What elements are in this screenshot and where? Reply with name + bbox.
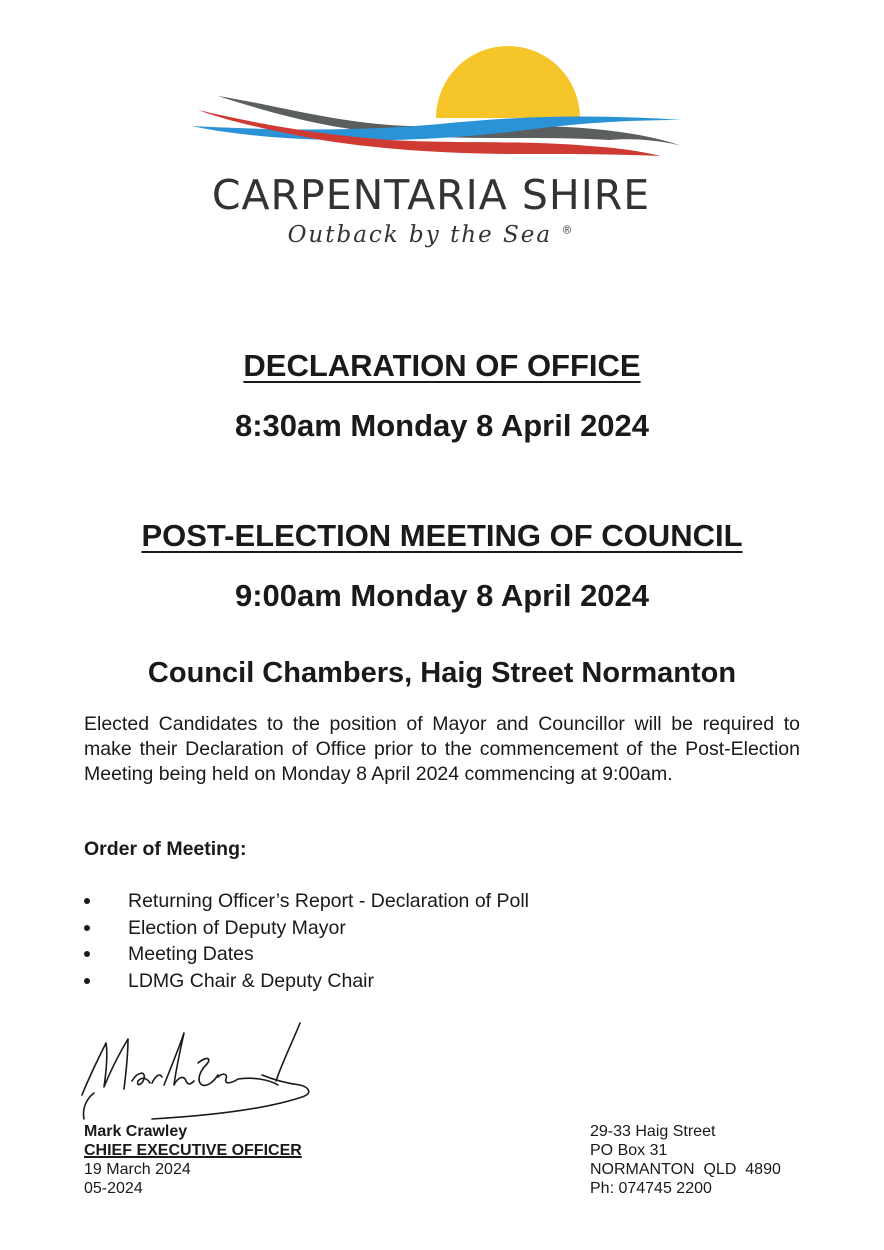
meeting-title: POST-ELECTION MEETING OF COUNCIL	[141, 518, 743, 553]
tagline-text: Outback by the Sea	[287, 222, 553, 248]
carpentaria-shire-logo	[190, 36, 690, 166]
meeting-venue: Council Chambers, Haig Street Normanton	[147, 657, 737, 689]
address-street: 29-33 Haig Street	[590, 1123, 716, 1140]
bullet-icon	[84, 925, 90, 931]
signed-date: 19 March 2024	[84, 1161, 191, 1178]
brand-name: CARPENTARIA SHIRE	[211, 171, 651, 219]
agenda-item: Election of Deputy Mayor	[84, 915, 529, 942]
declaration-title: DECLARATION OF OFFICE	[243, 348, 641, 383]
bullet-icon	[84, 951, 90, 957]
declaration-time: 8:30am Monday 8 April 2024	[234, 408, 650, 443]
meeting-time: 9:00am Monday 8 April 2024	[234, 578, 650, 613]
agenda-item: Returning Officer’s Report - Declaration of Poll	[84, 888, 529, 915]
address-po-box: PO Box 31	[590, 1142, 668, 1159]
agenda-list	[84, 888, 529, 994]
agenda-item: Meeting Dates	[84, 941, 529, 968]
signatory-block	[84, 1122, 302, 1198]
address-block	[590, 1122, 781, 1198]
signatory-name: Mark Crawley	[84, 1123, 188, 1140]
brand-tagline	[0, 222, 862, 248]
signatory-title: CHIEF EXECUTIVE OFFICER	[84, 1142, 302, 1159]
handwritten-signature	[72, 1015, 342, 1125]
document-reference: 05-2024	[84, 1180, 143, 1197]
bullet-icon	[84, 978, 90, 984]
bullet-icon	[84, 898, 90, 904]
intro-paragraph: Elected Candidates to the position of Mayor and Councillor will be required to make their Declaration of Office prior to the commencement of the Post-Election Meeting being held on Monday 8 April 2024 commencing at 9:00am.	[84, 713, 800, 785]
agenda-item: LDMG Chair & Deputy Chair	[84, 968, 529, 995]
address-phone: Ph: 074745 2200	[590, 1180, 712, 1197]
order-heading: Order of Meeting:	[84, 838, 247, 860]
address-town: NORMANTON QLD 4890	[590, 1161, 781, 1178]
registered-mark: ®	[561, 223, 575, 237]
